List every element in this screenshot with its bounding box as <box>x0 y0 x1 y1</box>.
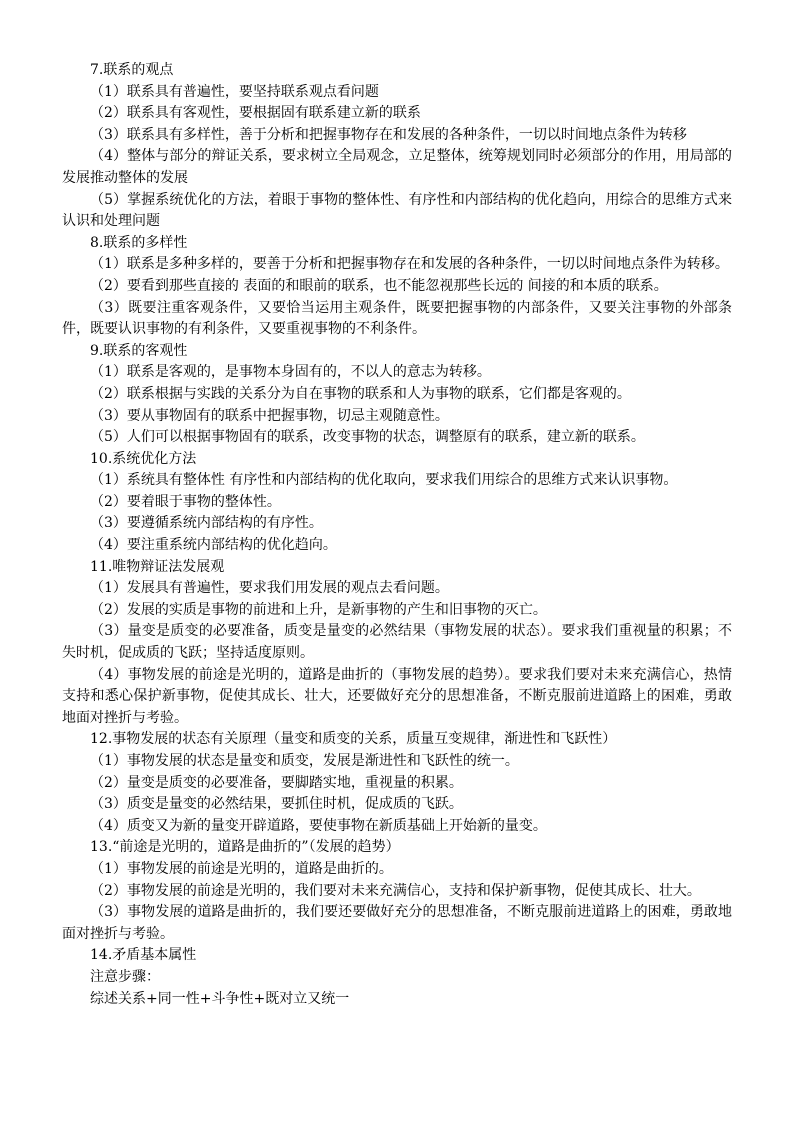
section-heading: 12.事物发展的状态有关原理（量变和质变的关系，质量互变规律，渐进性和飞跃性） <box>90 731 617 748</box>
list-item: （3）既要注重客观条件，又要恰当运用主观条件，既要把握事物的内部条件，又要关注事物的外部条件，既要认识事物的有利条件，又要重视事物的不利条件。 <box>62 299 732 338</box>
list-item: （2）要着眼于事物的整体性。 <box>90 493 281 510</box>
list-item: 注意步骤： <box>90 968 160 985</box>
list-item: （5）人们可以根据事物固有的联系，改变事物的状态，调整原有的联系，建立新的联系。 <box>90 429 645 446</box>
list-item: （1）事物发展的前途是光明的，道路是曲折的。 <box>90 860 393 877</box>
section-heading: 13.“前途是光明的，道路是曲折的”（发展的趋势） <box>90 839 400 856</box>
list-item: （3）要从事物固有的联系中把握事物，切忌主观随意性。 <box>90 407 449 424</box>
list-item: （2）联系根据与实践的关系分为自在事物的联系和人为事物的联系，它们都是客观的。 <box>90 385 631 402</box>
list-item: （1）发展具有普遍性，要求我们用发展的观点去看问题。 <box>90 580 449 597</box>
section-heading: 9.联系的客观性 <box>90 342 188 359</box>
section-heading: 8.联系的多样性 <box>90 234 188 251</box>
section-heading: 7.联系的观点 <box>90 62 174 78</box>
list-item: （4）质变又为新的量变开辟道路，要使事物在新质基础上开始新的量变。 <box>90 817 547 834</box>
list-item: （2）量变是质变的必要准备，要脚踏实地，重视量的积累。 <box>90 774 463 791</box>
list-item: （4）要注重系统内部结构的优化趋向。 <box>90 537 337 554</box>
list-item: （5）掌握系统优化的方法，着眼于事物的整体性、有序性和内部结构的优化趋向，用综合的思维方式来认识和处理问题 <box>62 191 732 230</box>
list-item: （3）量变是质变的必要准备，质变是量变的必然结果（事物发展的状态）。要求我们重视量的积累；不失时机，促成质的飞跃；坚持适度原则。 <box>62 623 732 662</box>
list-item: （1）联系是多种多样的，要善于分析和把握事物存在和发展的各种条件，一切以时间地点条件为转移。 <box>90 256 729 273</box>
list-item: （1）联系具有普遍性，要坚持联系观点看问题 <box>90 83 379 100</box>
list-item: （2）事物发展的前途是光明的，我们要对未来充满信心，支持和保护新事物，促使其成长、壮大。 <box>90 882 701 899</box>
section-heading: 14.矛盾基本属性 <box>90 947 197 964</box>
list-item: （3）质变是量变的必然结果，要抓住时机，促成质的飞跃。 <box>90 796 463 813</box>
list-item: （1）系统具有整体性 有序性和内部结构的优化取向，要求我们用综合的思维方式来认识事物。 <box>90 472 678 489</box>
section-heading: 10.系统优化方法 <box>90 450 197 467</box>
list-item: （2）发展的实质是事物的前进和上升，是新事物的产生和旧事物的灭亡。 <box>90 601 547 618</box>
section-heading: 11.唯物辩证法发展观 <box>90 558 225 575</box>
list-item: （1）事物发展的状态是量变和质变，发展是渐进性和飞跃性的统一。 <box>90 753 519 769</box>
list-item: （3）联系具有多样性，善于分析和把握事物存在和发展的各种条件，一切以时间地点条件为转移 <box>90 126 687 143</box>
list-item: （4）整体与部分的辩证关系，要求树立全局观念，立足整体，统筹规划同时必须部分的作用，用局部的发展推动整体的发展 <box>62 148 732 186</box>
list-item: 综述关系+同一性+斗争性+既对立又统一 <box>90 990 350 1007</box>
list-item: （1）联系是客观的，是事物本身固有的，不以人的意志为转移。 <box>90 364 491 381</box>
list-item: （3）事物发展的道路是曲折的，我们要还要做好充分的思想准备，不断克服前进道路上的困难，勇敢地面对挫折与考验。 <box>62 904 732 942</box>
list-item: （2）联系具有客观性，要根据固有联系建立新的联系 <box>90 105 421 122</box>
list-item: （3）要遵循系统内部结构的有序性。 <box>90 515 323 532</box>
list-item: （2）要看到那些直接的 表面的和眼前的联系，也不能忽视那些长远的 间接的和本质的联系。 <box>90 277 668 294</box>
list-item: （4）事物发展的前途是光明的，道路是曲折的（事物发展的趋势）。要求我们要对未来充满信心，热情支持和悉心保护新事物，促使其成长、壮大，还要做好充分的思想准备，不断克服前进道路上的困难，勇敢地面对挫折与考验。 <box>62 666 732 726</box>
